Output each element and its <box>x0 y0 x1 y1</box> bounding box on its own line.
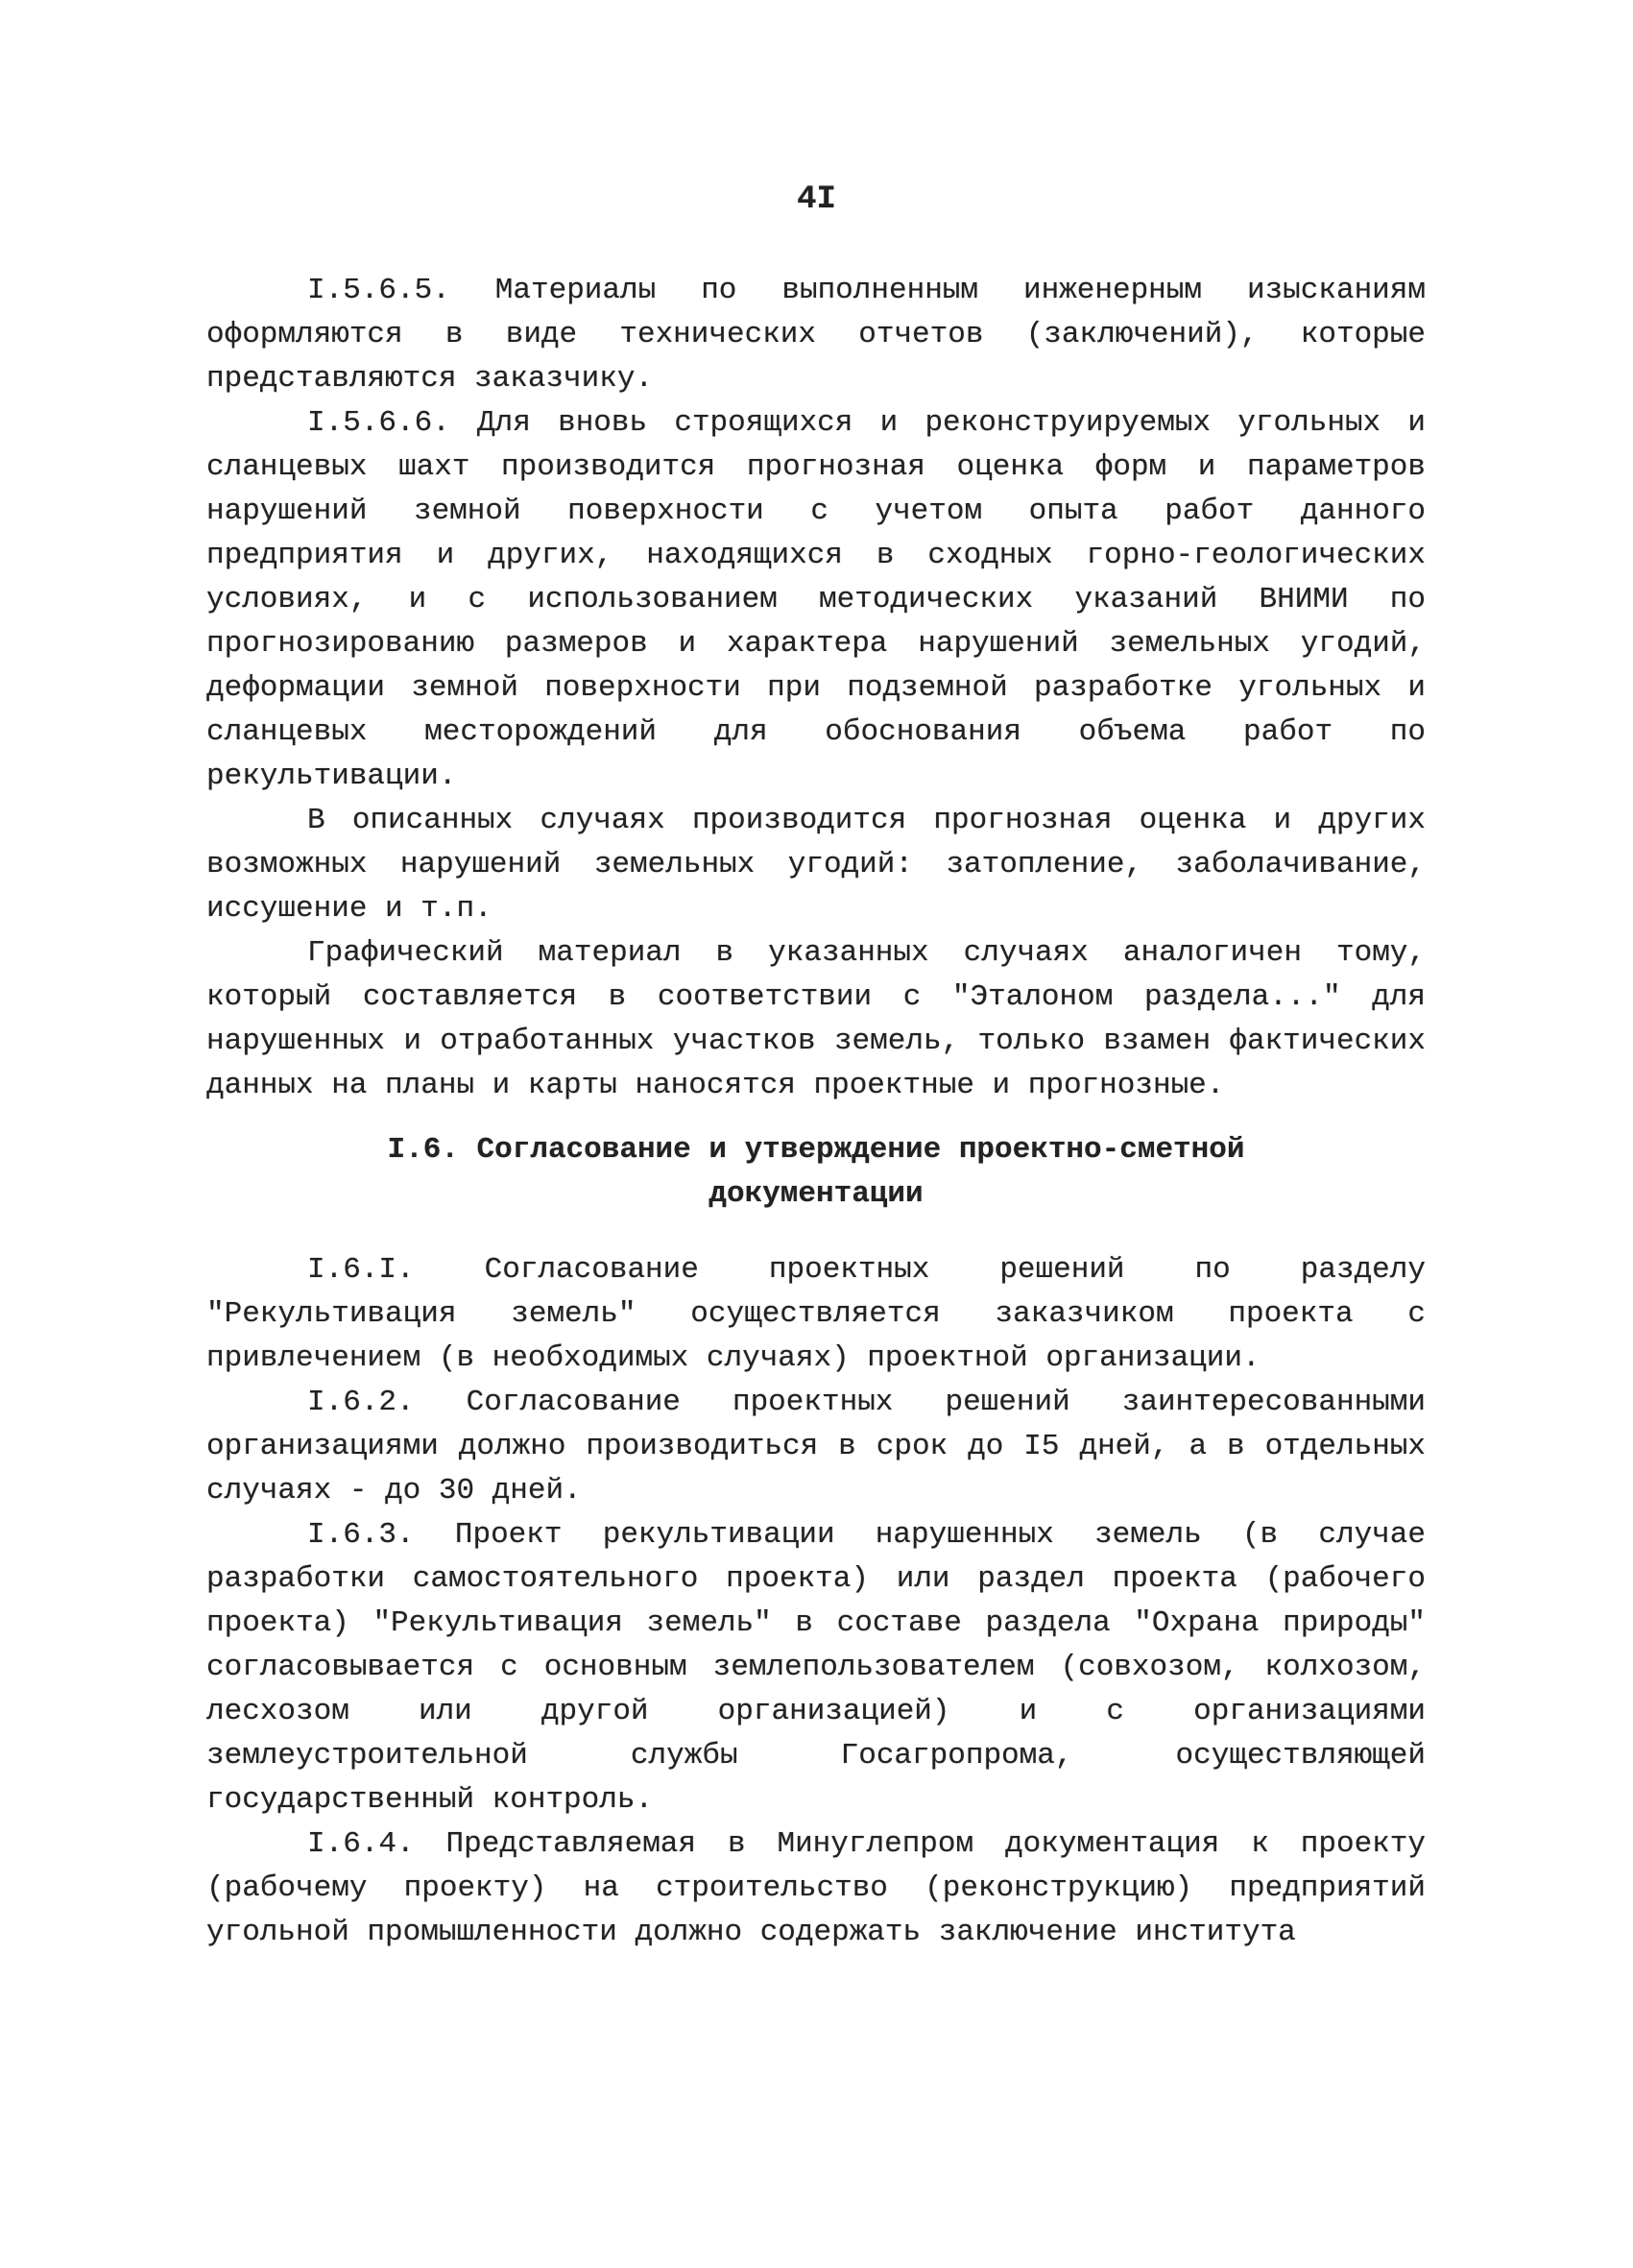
page-number: 4I <box>797 181 836 218</box>
section-1-6-title-line2: документации <box>708 1177 924 1211</box>
paragraph-1-6-4: I.6.4. Представляемая в Минуглепром документация к проекту (рабочему проекту) на строительство (реконструкцию) предприятий угольной промышленности должно содержать заключение института <box>206 1827 1426 1949</box>
paragraph-1-6-3: I.6.3. Проект рекультивации нарушенных земель (в случае разработки самостоятельного проекта) или раздел проекта (рабочего проекта) "Рекультивация земель" в составе раздела "Охрана природы" согласовывается с основным землепользователем (совхозом, колхозом, лесхозом или другой организацией) и с организациями землеустроительной службы Госагропрома, осуществляющей государственный контроль. <box>206 1518 1426 1817</box>
section-1-6-heading <box>206 1128 1426 1217</box>
section-1-5-body <box>206 269 1426 1108</box>
section-1-6-title-line1: I.6. Согласование и утверждение проектно-сметной <box>387 1133 1245 1167</box>
paragraph-graphic-material: Графический материал в указанных случаях аналогичен тому, который составляется в соответствии с "Эталоном раздела..." для нарушенных и отработанных участков земель, только взамен фактических данных на планы и карты наносятся проектные и прогнозные. <box>206 936 1426 1102</box>
paragraph-1-6-1: I.6.I. Согласование проектных решений по разделу "Рекультивация земель" осуществляется заказчиком проекта с привлечением (в необходимых случаях) проектной организации. <box>206 1253 1426 1375</box>
section-1-6-body <box>206 1248 1426 1955</box>
paragraph-1-5-6-5: I.5.6.5. Материалы по выполненным инженерным изысканиям оформляются в виде технических отчетов (заключений), которые представляются заказчику. <box>206 274 1426 396</box>
paragraph-1-6-2: I.6.2. Согласование проектных решений заинтересованными организациями должно производиться в срок до I5 дней, а в отдельных случаях - до 30 дней. <box>206 1386 1426 1508</box>
paragraph-1-5-6-6: I.5.6.6. Для вновь строящихся и реконструируемых угольных и сланцевых шахт производится прогнозная оценка форм и параметров нарушений земной поверхности с учетом опыта работ данного предприятия и других, находящихся в сходных горно-геологических условиях, и с использованием методических указаний ВНИМИ по прогнозированию размеров и характера нарушений земельных угодий, деформации земной поверхности при подземной разработке угольных и сланцевых месторождений для обоснования объема работ по рекультивации. <box>206 406 1426 793</box>
paragraph-other-disturbances: В описанных случаях производится прогнозная оценка и других возможных нарушений земельных угодий: затопление, заболачивание, иссушение и т.п. <box>206 804 1426 926</box>
